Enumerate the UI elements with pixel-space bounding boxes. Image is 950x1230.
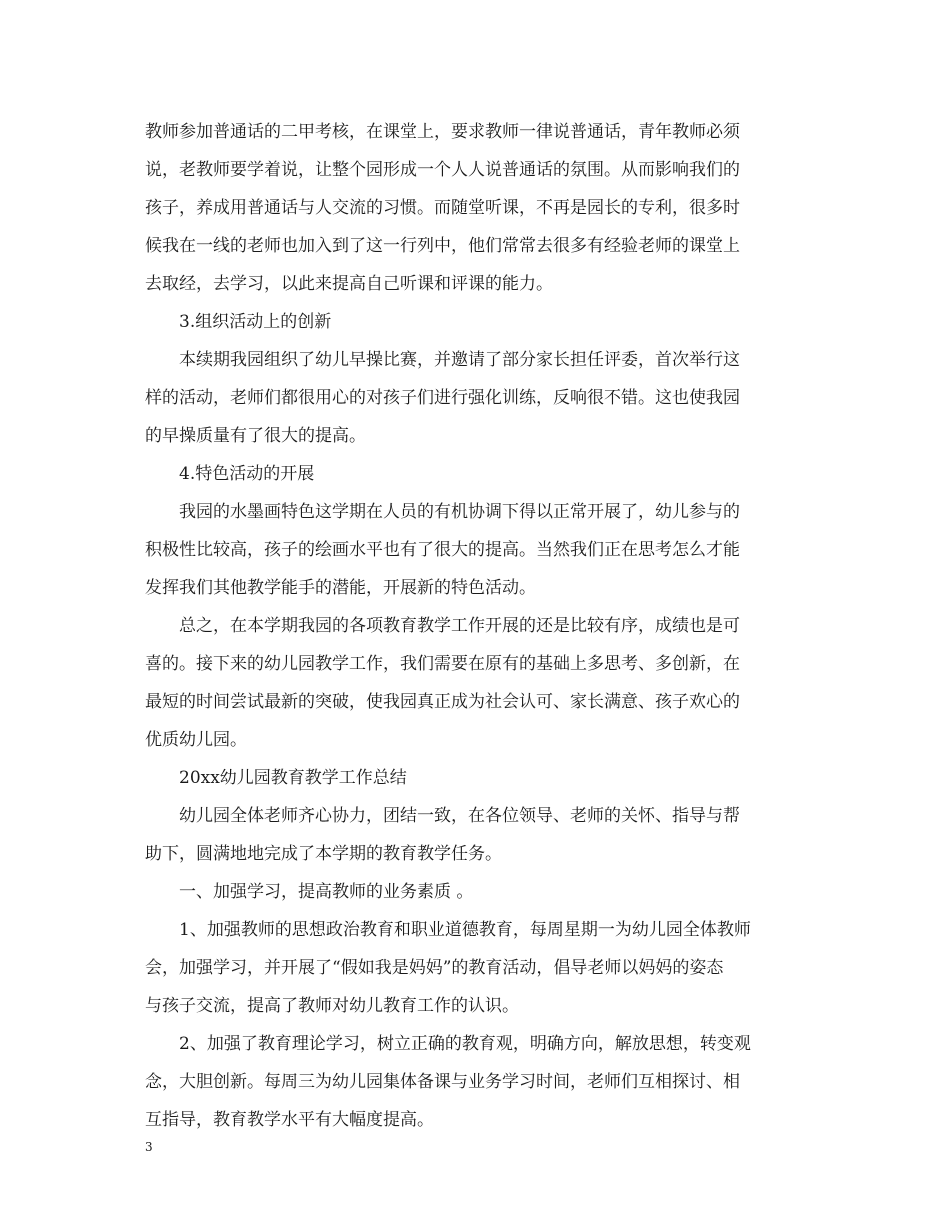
text-line: 孩子，养成用普通话与人交流的习惯。而随堂听课，不再是园长的专利，很多时 (145, 198, 740, 218)
text-line: 助下，圆满地地完成了本学期的教育教学任务。 (145, 844, 502, 864)
text-line: 会，加强学习，并开展了“假如我是妈妈”的教育活动，倡导老师以妈妈的姿态 (145, 958, 724, 978)
text-line: 积极性比较高，孩子的绘画水平也有了很大的提高。当然我们正在思考怎么才能 (145, 540, 740, 560)
text-line: 1、加强教师的思想政治教育和职业道德教育，每周星期一为幼儿园全体教师 (179, 920, 751, 940)
text-line: 教师参加普通话的二甲考核，在课堂上，要求教师一律说普通话，青年教师必须 (145, 122, 740, 142)
text-line: 优质幼儿园。 (145, 730, 247, 750)
text-line: 本续期我园组织了幼儿早操比赛，并邀请了部分家长担任评委，首次举行这 (179, 350, 740, 370)
text-line: 喜的。接下来的幼儿园教学工作，我们需要在原有的基础上多思考、多创新，在 (145, 654, 740, 674)
text-line: 最短的时间尝试最新的突破，使我园真正成为社会认可、家长满意、孩子欢心的 (145, 692, 740, 712)
text-line: 幼儿园全体老师齐心协力，团结一致，在各位领导、老师的关怀、指导与帮 (179, 806, 740, 826)
text-line: 我园的水墨画特色这学期在人员的有机协调下得以正常开展了，幼儿参与的 (179, 502, 740, 522)
text-line: 3.组织活动上的创新 (179, 312, 332, 332)
text-line: 4.特色活动的开展 (179, 464, 315, 484)
text-line: 候我在一线的老师也加入到了这一行列中，他们常常去很多有经验老师的课堂上 (145, 236, 740, 256)
text-line: 20xx幼儿园教育教学工作总结 (179, 768, 407, 788)
document-body (145, 116, 805, 1136)
page-number: 3 (145, 1140, 153, 1154)
text-line: 去取经，去学习，以此来提高自己听课和评课的能力。 (145, 274, 553, 294)
text-line: 念，大胆创新。每周三为幼儿园集体备课与业务学习时间，老师们互相探讨、相 (145, 1072, 740, 1092)
text-line: 一、加强学习，提高教师的业务素质 。 (179, 882, 474, 902)
text-line: 样的活动，老师们都很用心的对孩子们进行强化训练，反响很不错。这也使我园 (145, 388, 740, 408)
text-line: 说，老教师要学着说，让整个园形成一个人人说普通话的氛围。从而影响我们的 (145, 160, 740, 180)
text-line: 的早操质量有了很大的提高。 (145, 426, 366, 446)
text-line: 2、加强了教育理论学习，树立正确的教育观，明确方向，解放思想，转变观 (179, 1034, 751, 1054)
text-line: 总之，在本学期我园的各项教育教学工作开展的还是比较有序，成绩也是可 (179, 616, 740, 636)
text-line: 发挥我们其他教学能手的潜能，开展新的特色活动。 (145, 578, 536, 598)
text-line: 与孩子交流，提高了教师对幼儿教育工作的认识。 (145, 996, 519, 1016)
text-line: 互指导，教育教学水平有大幅度提高。 (145, 1110, 434, 1130)
